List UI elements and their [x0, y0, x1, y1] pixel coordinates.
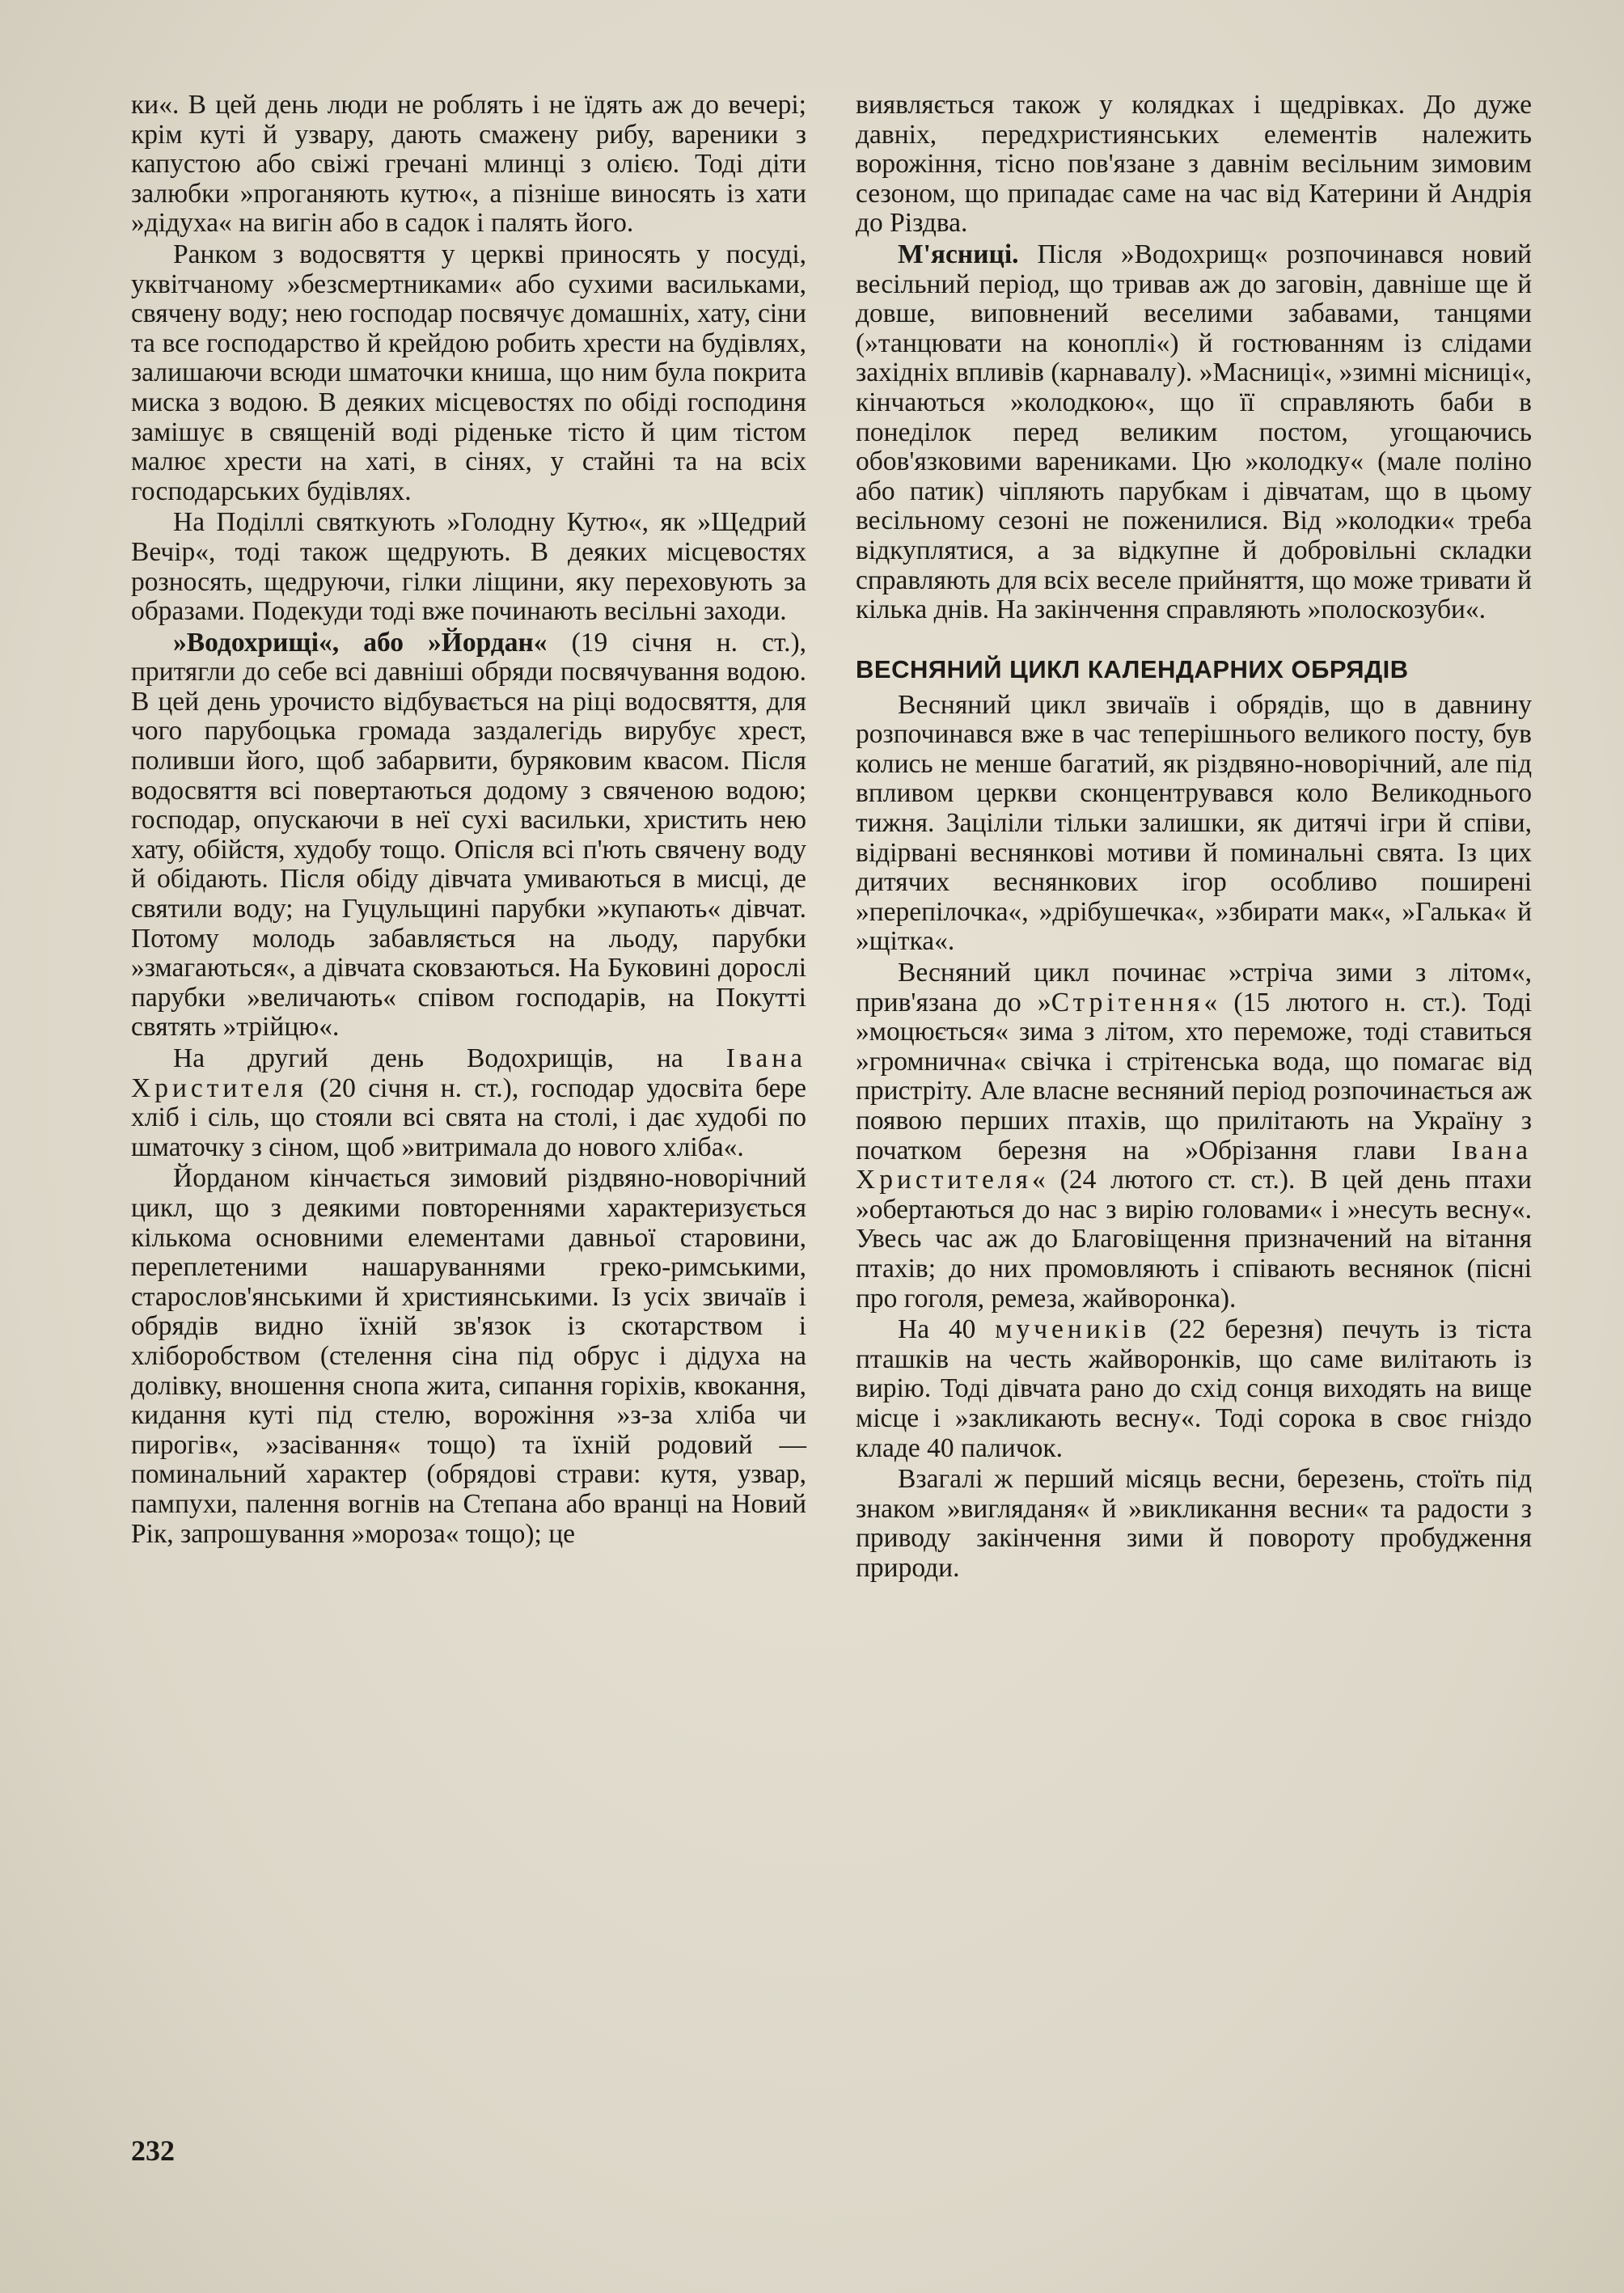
spaced-term: Івана Христителя — [131, 1043, 806, 1103]
spaced-term: Стрітення — [1051, 987, 1204, 1017]
paragraph-text: « (24 лютого ст. ст.). В цей день птахи »обертаються до нас з вирію головами« і »несуть весну«. Увесь час аж до Благовіщення призначений на вітання птахів; до них промовляють і співають веснянок (пісні про гоголя, ремеза, жайворонка). — [856, 1165, 1532, 1314]
right-column — [856, 91, 1532, 1584]
paragraph-text: Весняний цикл починає »стріча зими з літом«, прив'язана до » — [856, 958, 1532, 1017]
paragraph-text: Після »Водохрищ« розпочинався новий весільний період, що тривав аж до заговін, давніше ще й довше, виповнений веселими забавами, танцями (»танцювати на коноплі«) й гостюванням із слідами західніх впливів (карнавалу). »Масниці«, »зимні місниці«, кінчаються »колодкою«, що її справляють баби в понеділок перед великим постом, угощаючись обов'язковими варениками. Цю »колодку« (мале поліно або патик) чіпляють парубкам і дівчатам, що в цьому весільному сезоні не поженилися. Від »колодки« треба відкуплятися, а за відкупне й добровільні складки справляють для всіх веселе прийняття, що може тривати й кілька днів. На закінчення справляють »полоскозуби«. — [856, 239, 1532, 625]
paragraph-text: На другий день Водохрищів, на — [173, 1043, 726, 1073]
spaced-term: мучеників — [995, 1314, 1151, 1345]
paragraph — [131, 1044, 806, 1162]
paragraph: виявляється також у колядках і щедрівках. До дуже давніх, передхристиянських елементів належить ворожіння, тісно пов'язане з давнім весільним зимовим сезоном, що припадає саме на час від Катерини й Андрія до Різдва. — [856, 90, 1532, 239]
term-vodokhryshchi: »Водохрищі«, або »Йордан« — [173, 627, 548, 658]
paragraph — [856, 958, 1532, 1314]
paragraph: Взагалі ж перший місяць весни, березень, стоїть під знаком »вигляданя« й »викликання весни« та радости з приводу закінчення зими й повороту пробудження природи. — [856, 1464, 1532, 1583]
paragraph: Ранком з водосвяття у церкві приносять у посуді, уквітчаному »безсмертниками« або сухими васильками, свячену воду; нею господар посвячує домашніх, хату, сіни та все господарство й крейдою робить хрести на будівлях, залишаючи всюди шматочки книша, що ним була покрита миска з водою. В деяких місцевостях по обіді господиня замішує в священій воді ріденьке тісто й цим тістом малює хрести на хаті, в сінях, у стайні та на всіх господарських будівлях. — [131, 239, 806, 506]
paragraph-text: (20 січня н. ст.), господар удосвіта бере хліб і сіль, що стояли всі свята на столі, і дає худобі по шматочку з сіном, щоб »витримала до нового хліба«. — [131, 1072, 806, 1162]
paragraph: ки«. В цей день люди не роблять і не їдять аж до вечері; крім куті й узвару, дають смажену рибу, вареники з капустою або свіжі гречані млинці з олією. Тоді діти залюбки »проганяють кутю«, а пізніше виносять із хати »дідуха« на вигін або в садок і палять його. — [131, 90, 806, 239]
paragraph-text: На 40 — [898, 1314, 996, 1345]
paragraph: На Поділлі святкують »Голодну Кутю«, як »Щедрий Вечір«, тоді також щедрують. В деяких місцевостях розносять, щедруючи, гілки ліщини, яку переховують за образами. Подекуди тоді вже починають весільні заходи. — [131, 507, 806, 627]
paragraph — [856, 1315, 1532, 1463]
spaced-term: Івана Христителя — [856, 1135, 1532, 1195]
paragraph-text: (22 березня) печуть із тіста пташків на честь жайворонків, що саме вилітають із вирію. Тоді дівчата рано до схід сонця виходять на вище місце і »закликають весну«. Тоді сорока в своє гніздо кладе 40 паличок. — [856, 1314, 1533, 1463]
paragraph — [856, 240, 1532, 625]
page-number: 232 — [131, 2134, 175, 2167]
paragraph-text: (19 січня н. ст.), притягли до себе всі давніші обряди посвячування водою. В цей день урочисто відбувається на ріці водосвяття, для чого парубоцька громада заздалегідь вирубує хрест, поливши його, щоб забарвити, буряковим квасом. Після водосвяття всі повертаються додому з свяченою водою; господар, опускаючи в неї сухі васильки, христить нею хату, обійстя, худобу тощо. Опісля всі п'ють свячену воду й обідають. Після обіду дівчата умиваються в мисці, де святили воду; на Гуцульщині парубки »купають« дівчат. Потому молодь забавляється на льоду, парубки »змагаються«, а дівчата сковзаються. На Буковині дорослі парубки »величають« співом господарів, на Покутті святять »трійцю«. — [131, 627, 806, 1043]
paragraph: Йорданом кінчається зимовий різдвяно-новорічний цикл, що з деякими повтореннями характеризується кількома основними елементами давньої старовини, переплетеними нашаруваннями греко-римськими, старослов'янськими й християнськими. Із усіх звичаїв і обрядів видно їхній зв'язок із скотарством і хліборобством (стелення сіна під обрус і дідуха на долівку, вношення снопа жита, сипання горіхів, квокання, кидання куті під стелю, ворожіння »з-за хліба чи пирогів«, »засівання« тощо) та їхній родовий — поминальний характер (обрядові страви: кутя, узвар, пампухи, палення вогнів на Степана або вранці на Новий Рік, запрошування »мороза« тощо); це — [131, 1163, 806, 1549]
left-column — [131, 91, 806, 1549]
term-miasnytsi: М'ясниці. — [898, 239, 1019, 269]
paragraph: Весняний цикл звичаїв і обрядів, що в давнину розпочинався вже в час теперішнього великого посту, був колись не менше багатий, як різдвяно-новорічний, але під впливом церкви сконцентрувався коло Великоднього тижня. Заціліли тільки залишки, як дитячі ігри й співи, відірвані веснянкові мотиви й поминальні свята. Із цих дитячих веснянкових ігор особливо поширені »перепілочка«, »дрібушечка«, »збирати мак«, »Галька« й »щітка«. — [856, 689, 1532, 957]
paragraph — [131, 628, 806, 1043]
section-heading: ВЕСНЯНИЙ ЦИКЛ КАЛЕНДАРНИХ ОБРЯДІВ — [856, 654, 1409, 683]
paragraph-text: « (15 лютого н. ст.). Тоді »моцюється« зима з літом, хто переможе, тоді ставиться »громнична« свічка і стрітенська вода, що помагає від пристріту. Але власне весняний період розпочинається аж появою перших птахів, що прилітають на Україну з початком березня на »Обрізання глави — [856, 987, 1533, 1166]
